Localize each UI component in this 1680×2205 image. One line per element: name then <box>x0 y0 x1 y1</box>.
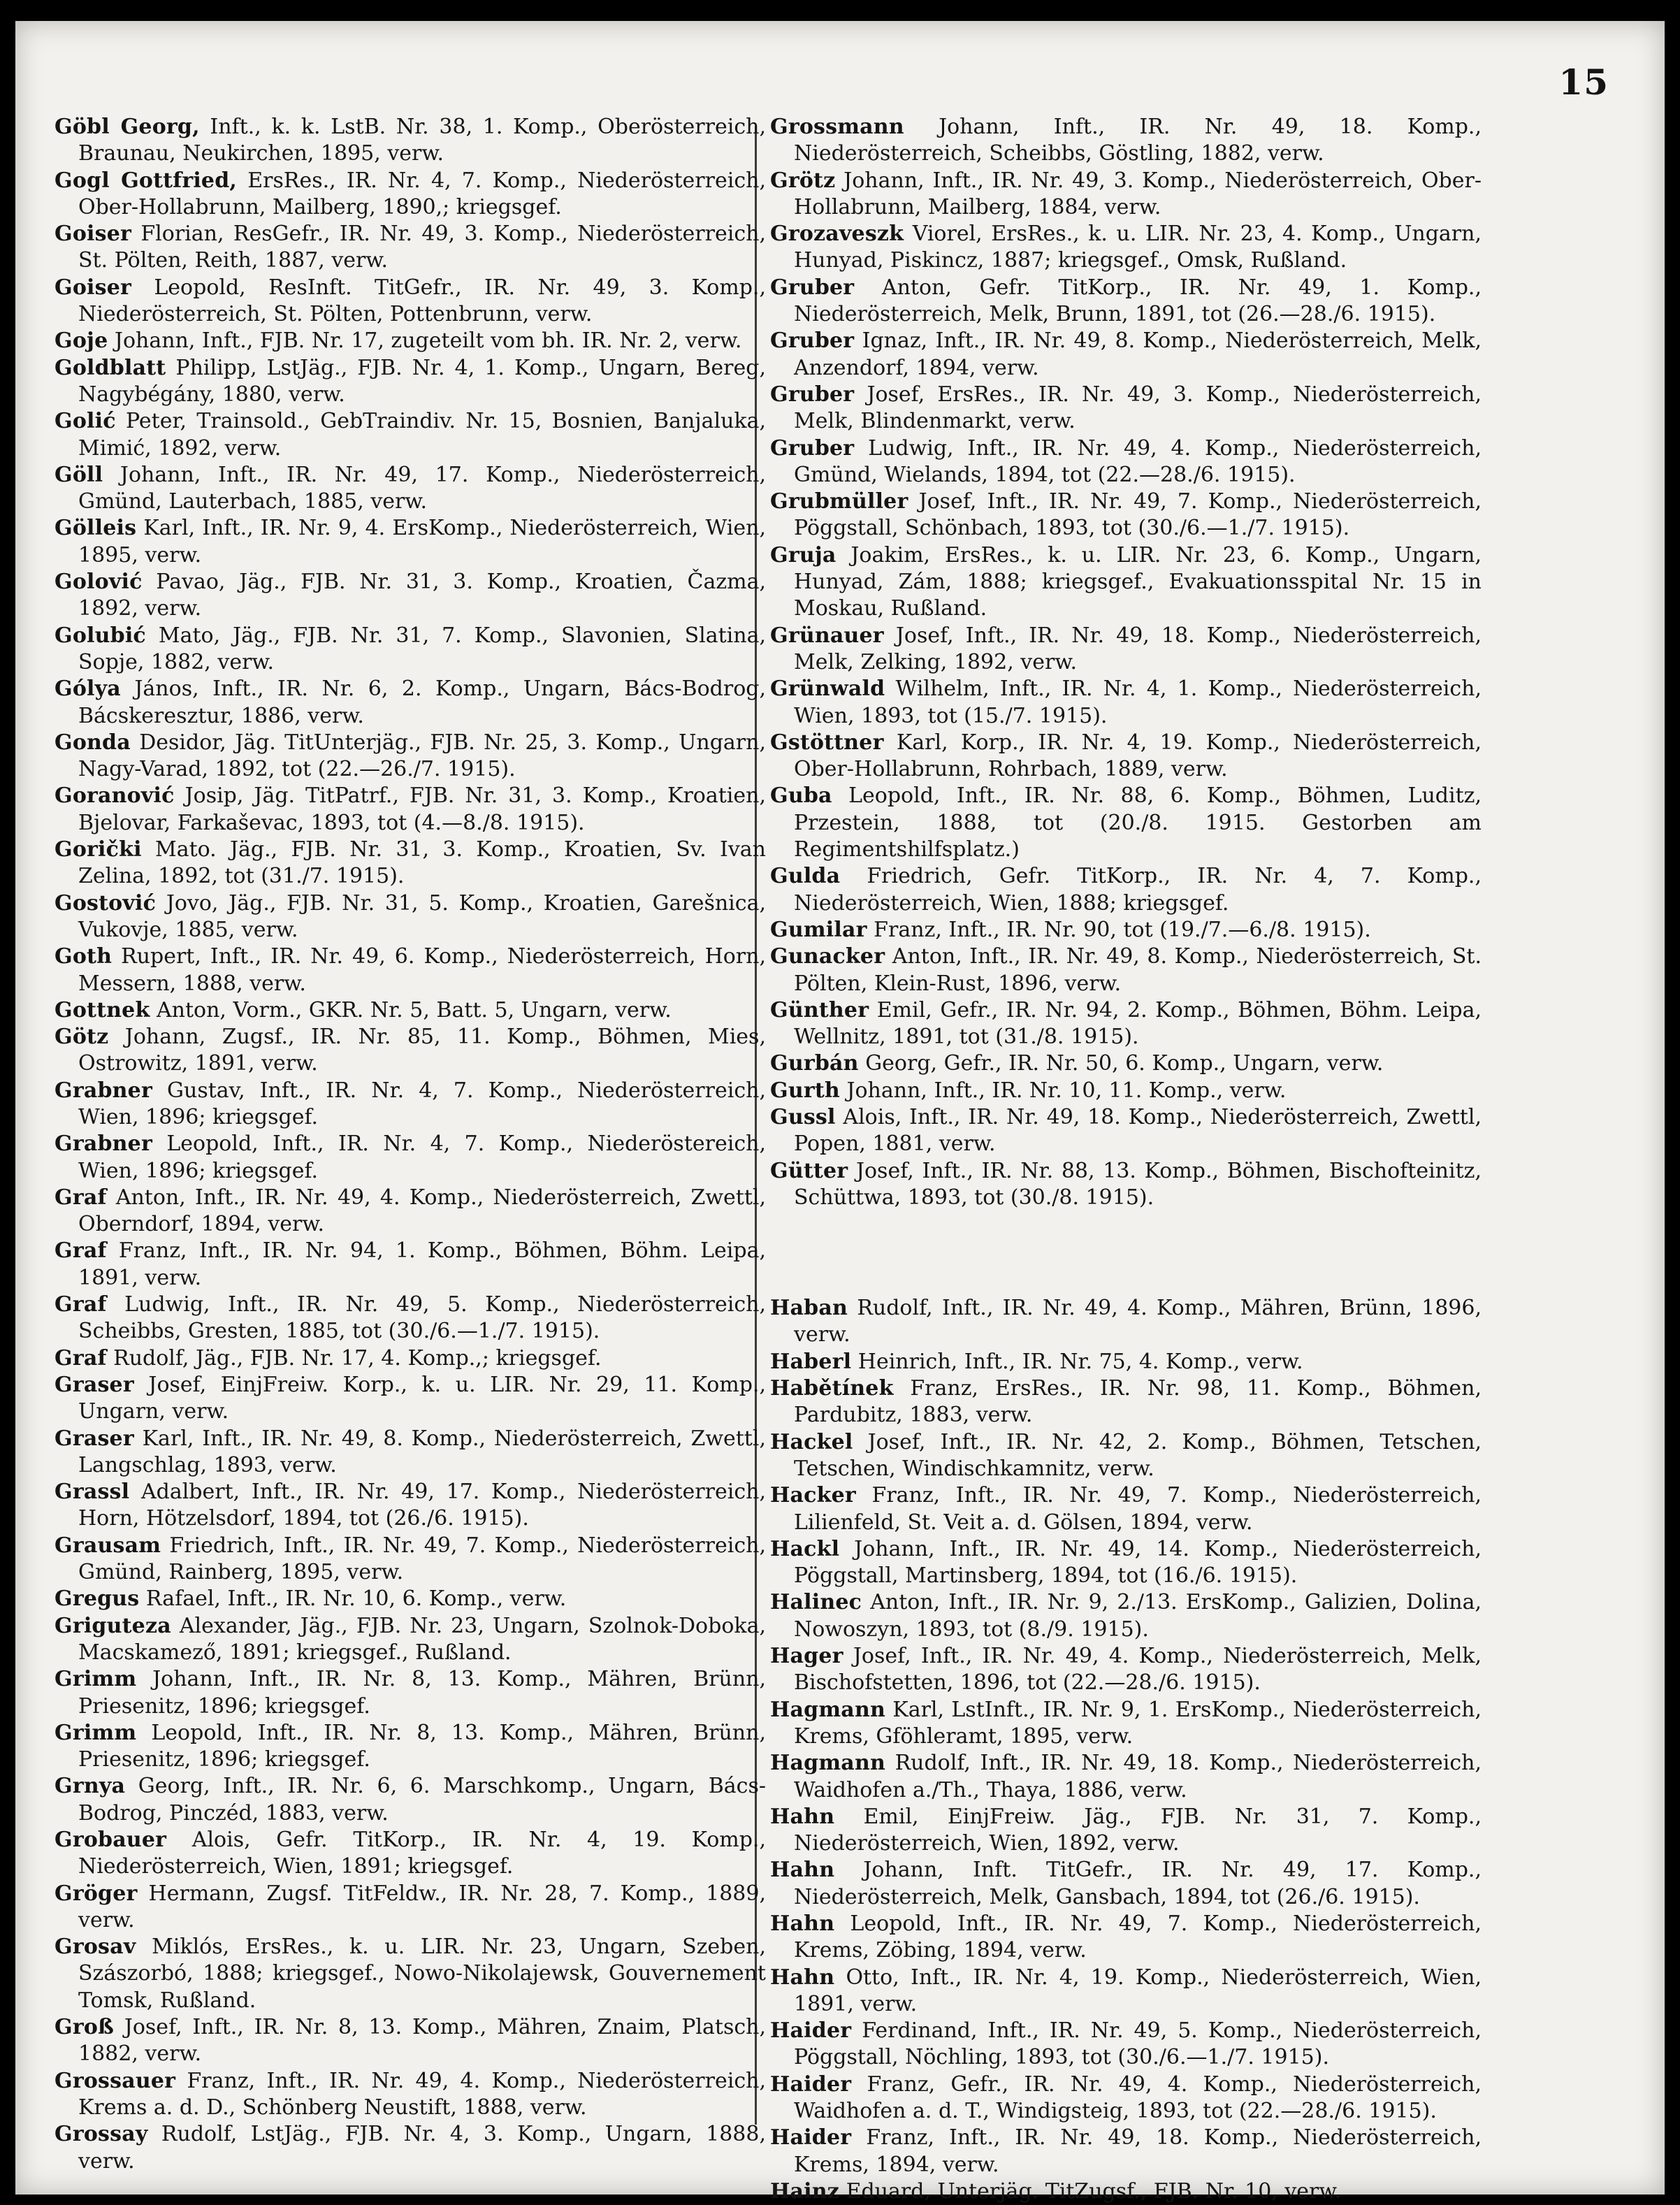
entry-surname: Gogl Gottfried, <box>55 168 238 193</box>
entry-surname: Hager <box>770 1644 843 1669</box>
entry-details: Josef, Inft., IR. Nr. 8, 13. Komp., Mähren, Znaim, Platsch, 1882, verw. <box>78 2015 766 2067</box>
entry-details: Josef, Inft., IR. Nr. 42, 2. Komp., Böhmen, Tetschen, Tetschen, Windischkamnitz, verw. <box>794 1429 1482 1481</box>
casualty-entry <box>770 1295 1482 1349</box>
entry-surname: Guba <box>770 783 832 809</box>
entry-details: Otto, Inft., IR. Nr. 4, 19. Komp., Niederösterreich, Wien, 1891, verw. <box>794 1965 1482 2016</box>
entry-details: Franz, Inft., IR. Nr. 90, tot (19./7.—6./8. 1915). <box>867 917 1371 942</box>
entry-surname: Gumilar <box>770 917 867 942</box>
entry-surname: Gostović <box>55 890 157 916</box>
entry-details: Joakim, ErsRes., k. u. LIR. Nr. 23, 6. Komp., Ungarn, Hunyad, Zám, 1888; kriegsgef., Evakuationsspital Nr. 15 in Moskau, Rußland. <box>794 542 1482 621</box>
entry-details: Josef, ErsRes., IR. Nr. 49, 3. Komp., Niederösterreich, Melk, Blindenmarkt, verw. <box>794 382 1482 434</box>
entry-surname: Haider <box>770 2125 852 2150</box>
entry-details: Rudolf, Inft., IR. Nr. 49, 18. Komp., Niederösterreich, Waidhofen a./Th., Thaya, 1886, verw. <box>794 1751 1482 1802</box>
entry-details: Anton, Gefr. TitKorp., IR. Nr. 49, 1. Komp., Niederösterreich, Melk, Brunn, 1891, tot (26.—28./6. 1915). <box>794 275 1482 327</box>
entry-details: Johann, Inft., IR. Nr. 49, 18. Komp., Niederösterreich, Scheibbs, Göstling, 1882, verw. <box>794 115 1482 166</box>
page-number: 15 <box>1558 62 1609 103</box>
entry-details: Karl, LstInft., IR. Nr. 9, 1. ErsKomp., Niederösterreich, Krems, Gföhleramt, 1895, verw. <box>794 1697 1482 1749</box>
entry-surname: Golović <box>55 570 143 595</box>
entry-surname: Hahn <box>770 1911 835 1936</box>
entry-surname: Graf <box>55 1292 107 1317</box>
entry-surname: Goiser <box>55 275 132 300</box>
casualty-entry <box>55 408 766 462</box>
entry-details: Johann, Inft., IR. Nr. 10, 11. Komp., verw. <box>839 1078 1287 1103</box>
casualty-entry <box>770 730 1482 783</box>
casualty-entry <box>55 1345 766 1372</box>
entry-details: Leopold, Inft., IR. Nr. 88, 6. Komp., Böhmen, Luditz, Przestein, 1888, tot (20./8. 1915. Gestorben am Regimentshilfsplatz.) <box>794 783 1482 862</box>
entry-details: Alois, Gefr. TitKorp., IR. Nr. 4, 19. Komp., Niederösterreich, Wien, 1891; kriegsgef. <box>78 1828 766 1879</box>
entry-surname: Grünauer <box>770 623 884 648</box>
casualty-entry <box>770 863 1482 917</box>
entry-surname: Graser <box>55 1372 134 1397</box>
entry-details: Leopold, ResInft. TitGefr., IR. Nr. 49, 3. Komp., Niederösterreich, St. Pölten, Pottenbrunn, verw. <box>78 275 766 327</box>
casualty-entry <box>55 1666 766 1720</box>
entry-surname: Grassl <box>55 1480 130 1505</box>
entry-surname: Hagmann <box>770 1751 885 1776</box>
entry-details: Friedrich, Gefr. TitKorp., IR. Nr. 4, 7. Komp., Niederösterreich, Wien, 1888; kriegsgef. <box>794 864 1482 916</box>
entry-surname: Grubmüller <box>770 489 908 514</box>
casualty-entry <box>770 1429 1482 1483</box>
casualty-entry <box>770 623 1482 677</box>
entry-surname: Grimm <box>55 1667 137 1692</box>
entry-details: Ludwig, Inft., IR. Nr. 49, 4. Komp., Niederösterreich, Gmünd, Wielands, 1894, tot (22.—28./6. 1915). <box>794 435 1482 487</box>
entry-details: Anton, Inft., IR. Nr. 49, 8. Komp., Niederösterreich, St. Pölten, Klein-Rust, 1896, verw. <box>794 944 1482 996</box>
entry-surname: Grausam <box>55 1533 161 1558</box>
casualty-entry <box>770 1050 1482 1077</box>
casualty-entry <box>55 1586 766 1612</box>
entry-surname: Gorički <box>55 837 142 862</box>
casualty-entry <box>770 1965 1482 2018</box>
casualty-entry <box>770 1643 1482 1697</box>
entry-surname: Gólya <box>55 677 121 702</box>
casualty-entry <box>770 997 1482 1051</box>
letter-section-gap <box>770 1211 1482 1295</box>
entry-details: Franz, ErsRes., IR. Nr. 98, 11. Komp., Böhmen, Pardubitz, 1883, verw. <box>794 1376 1482 1428</box>
casualty-entry <box>55 355 766 409</box>
casualty-entry <box>770 783 1482 863</box>
entry-details: Georg, Inft., IR. Nr. 6, 6. Marschkomp., Ungarn, Bács-Bodrog, Pinczéd, 1883, verw. <box>78 1774 766 1826</box>
entry-surname: Gruber <box>770 382 855 407</box>
entry-details: Hermann, Zugsf. TitFeldw., IR. Nr. 28, 7. Komp., 1889, verw. <box>78 1881 766 1932</box>
entry-details: Josef, Inft., IR. Nr. 88, 13. Komp., Böhmen, Bischofteinitz, Schüttwa, 1893, tot (30./8. 1915). <box>794 1158 1482 1210</box>
casualty-entry <box>55 676 766 730</box>
entry-details: Rafael, Inft., IR. Nr. 10, 6. Komp., verw. <box>139 1586 567 1612</box>
entry-surname: Grnya <box>55 1774 126 1799</box>
entry-details: Emil, Gefr., IR. Nr. 94, 2. Komp., Böhmen, Böhm. Leipa, Wellnitz, 1891, tot (31./8. 1915). <box>794 997 1482 1050</box>
casualty-entry <box>55 783 766 837</box>
entry-surname: Grossmann <box>770 115 904 139</box>
entry-details: Ludwig, Inft., IR. Nr. 49, 5. Komp., Niederösterreich, Scheibbs, Gresten, 1885, tot (30./6.—1./7. 1915). <box>78 1292 766 1344</box>
entry-surname: Hahn <box>770 1804 835 1829</box>
casualty-entry <box>770 2072 1482 2125</box>
entry-details: Karl, Inft., IR. Nr. 49, 8. Komp., Niederösterreich, Zwettl, Langschlag, 1893, verw. <box>78 1426 766 1477</box>
entry-details: Florian, ResGefr., IR. Nr. 49, 3. Komp., Niederösterreich, St. Pölten, Reith, 1887, verw. <box>78 222 766 273</box>
entry-details: Franz, Inft., IR. Nr. 49, 4. Komp., Niederösterreich, Krems a. d. D., Schönberg Neustift, 1888, verw. <box>78 2068 766 2120</box>
casualty-entry <box>55 569 766 623</box>
entry-details: Rudolf, LstJäg., FJB. Nr. 4, 3. Komp., Ungarn, 1888, verw. <box>78 2122 766 2174</box>
left-column <box>55 114 766 2175</box>
casualty-entry <box>55 1078 766 1132</box>
entry-details: Karl, Inft., IR. Nr. 9, 4. ErsKomp., Niederösterreich, Wien, 1895, verw. <box>78 516 766 567</box>
casualty-entry <box>55 1238 766 1292</box>
casualty-entry <box>770 114 1482 168</box>
entry-details: Leopold, Inft., IR. Nr. 49, 7. Komp., Niederösterreich, Krems, Zöbing, 1894, verw. <box>794 1911 1482 1963</box>
casualty-entry <box>770 1804 1482 1858</box>
entry-surname: Gurbán <box>770 1051 859 1076</box>
entry-details: Rudolf, Inft., IR. Nr. 49, 4. Komp., Mähren, Brünn, 1896, verw. <box>794 1296 1482 1347</box>
casualty-entry <box>55 1881 766 1935</box>
entry-surname: Günther <box>770 997 869 1022</box>
entry-surname: Grosav <box>55 1935 136 1960</box>
entry-details: Philipp, LstJäg., FJB. Nr. 4, 1. Komp., Ungarn, Bereg, Nagybégány, 1880, verw. <box>78 355 766 407</box>
entry-surname: Gulda <box>770 864 841 889</box>
entry-surname: Gruber <box>770 275 855 300</box>
entry-details: Rudolf, Jäg., FJB. Nr. 17, 4. Komp.,; kriegsgef. <box>106 1345 602 1371</box>
casualty-entry <box>770 1536 1482 1590</box>
entry-surname: Gruber <box>770 328 855 354</box>
entry-surname: Hackl <box>770 1536 840 1561</box>
entry-surname: Gruja <box>770 542 837 567</box>
casualty-entry <box>770 2178 1482 2205</box>
entry-details: Johann, Inft. TitGefr., IR. Nr. 49, 17. Komp., Niederösterreich, Melk, Gansbach, 1894, tot (26./6. 1915). <box>794 1858 1482 1909</box>
casualty-entry <box>55 1720 766 1774</box>
entry-details: Desidor, Jäg. TitUnterjäg., FJB. Nr. 25, 3. Komp., Ungarn, Nagy-Varad, 1892, tot (22.—26./7. 1915). <box>78 730 766 782</box>
entry-surname: Goiser <box>55 222 132 247</box>
entry-surname: Haban <box>770 1296 848 1321</box>
entry-details: Alexander, Jäg., FJB. Nr. 23, Ungarn, Szolnok-Doboka, Macskamező, 1891; kriegsgef., Rußland. <box>78 1613 766 1665</box>
casualty-entry <box>770 1078 1482 1104</box>
entry-details: Franz, Inft., IR. Nr. 94, 1. Komp., Böhmen, Böhm. Leipa, 1891, verw. <box>78 1238 766 1290</box>
casualty-entry <box>770 944 1482 997</box>
casualty-entry <box>770 1482 1482 1536</box>
entry-details: Friedrich, Inft., IR. Nr. 49, 7. Komp., Niederösterreich, Gmünd, Rainberg, 1895, verw. <box>78 1533 766 1585</box>
casualty-entry <box>55 1613 766 1667</box>
entry-surname: Habětínek <box>770 1376 894 1401</box>
entry-surname: Göll <box>55 462 103 487</box>
entry-details: Georg, Gefr., IR. Nr. 50, 6. Komp., Ungarn, verw. <box>858 1051 1384 1076</box>
casualty-entry <box>55 1773 766 1827</box>
entry-details: Johann, Inft., IR. Nr. 49, 3. Komp., Niederösterreich, Ober-Hollabrunn, Mailberg, 1884, verw. <box>794 168 1482 219</box>
register-page <box>15 21 1665 2204</box>
entry-surname: Gruber <box>770 435 855 461</box>
casualty-entry <box>55 328 766 354</box>
entry-details: Franz, Inft., IR. Nr. 49, 7. Komp., Niederösterreich, Lilienfeld, St. Veit a. d. Gölsen, 1894, verw. <box>794 1483 1482 1535</box>
entry-surname: Grobauer <box>55 1828 167 1852</box>
casualty-entry <box>55 1934 766 2014</box>
entry-surname: Goldblatt <box>55 355 166 380</box>
entry-surname: Gregus <box>55 1586 140 1612</box>
casualty-entry <box>55 2014 766 2068</box>
entry-surname: Goranović <box>55 783 175 809</box>
casualty-entry <box>55 1292 766 1345</box>
entry-details: Mato. Jäg., FJB. Nr. 31, 3. Komp., Kroatien, Sv. Ivan Zelina, 1892, tot (31./7. 1915). <box>78 837 766 889</box>
casualty-entry <box>770 1158 1482 1212</box>
entry-surname: Götz <box>55 1025 109 1050</box>
entry-surname: Gröger <box>55 1881 138 1906</box>
entry-details: Johann, Zugsf., IR. Nr. 85, 11. Komp., Böhmen, Mies, Ostrowitz, 1891, verw. <box>78 1025 766 1076</box>
entry-surname: Gunacker <box>770 944 885 969</box>
entry-details: Anton, Vorm., GKR. Nr. 5, Batt. 5, Ungarn, verw. <box>150 997 672 1022</box>
entry-details: Josef, EinjFreiw. Korp., k. u. LIR. Nr. 29, 11. Komp., Ungarn, verw. <box>78 1372 766 1424</box>
entry-details: Ignaz, Inft., IR. Nr. 49, 8. Komp., Niederösterreich, Melk, Anzendorf, 1894, verw. <box>794 328 1482 380</box>
casualty-entry <box>770 328 1482 382</box>
entry-details: Josip, Jäg. TitPatrf., FJB. Nr. 31, 3. Komp., Kroatien, Bjelovar, Farkaševac, 1893, tot (4.—8./8. 1915). <box>78 783 766 835</box>
entry-surname: Grimm <box>55 1720 137 1745</box>
casualty-entry <box>770 1104 1482 1158</box>
entry-surname: Golubić <box>55 623 146 648</box>
entry-details: Anton, Inft., IR. Nr. 9, 2./13. ErsKomp., Galizien, Dolina, Nowoszyn, 1893, tot (8./9. 1915). <box>794 1590 1482 1642</box>
entry-details: Franz, Inft., IR. Nr. 49, 18. Komp., Niederösterreich, Krems, 1894, verw. <box>794 2125 1482 2177</box>
entry-surname: Goje <box>55 328 108 354</box>
casualty-entry <box>770 489 1482 542</box>
entry-surname: Hahn <box>770 1965 835 1990</box>
entry-surname: Griguteza <box>55 1613 171 1638</box>
casualty-entry <box>55 623 766 677</box>
entry-surname: Graser <box>55 1426 134 1451</box>
casualty-entry <box>55 462 766 516</box>
casualty-entry <box>55 1533 766 1586</box>
entry-surname: Graf <box>55 1345 107 1371</box>
entry-details: Wilhelm, Inft., IR. Nr. 4, 1. Komp., Niederösterreich, Wien, 1893, tot (15./7. 1915). <box>794 677 1482 728</box>
casualty-entry <box>770 382 1482 435</box>
entry-surname: Gottnek <box>55 997 150 1022</box>
entry-surname: Haider <box>770 2072 852 2097</box>
casualty-entry <box>55 944 766 997</box>
entry-surname: Grötz <box>770 168 836 193</box>
casualty-entry <box>55 275 766 328</box>
entry-details: Leopold, Inft., IR. Nr. 8, 13. Komp., Mähren, Brünn, Priesenitz, 1896; kriegsgef. <box>78 1720 766 1772</box>
entry-surname: Grabner <box>55 1132 152 1157</box>
entry-details: Johann, Inft., FJB. Nr. 17, zugeteilt vom bh. IR. Nr. 2, verw. <box>108 328 742 354</box>
casualty-entry <box>55 1426 766 1480</box>
casualty-entry <box>55 1827 766 1881</box>
casualty-entry <box>55 221 766 275</box>
entry-surname: Göbl Georg, <box>55 115 200 139</box>
entry-details: Emil, EinjFreiw. Jäg., FJB. Nr. 31, 7. Komp., Niederösterreich, Wien, 1892, verw. <box>794 1804 1482 1856</box>
entry-surname: Gonda <box>55 730 131 755</box>
entry-details: Anton, Inft., IR. Nr. 49, 4. Komp., Niederösterreich, Zwettl, Oberndorf, 1894, verw. <box>78 1185 766 1237</box>
entry-details: Ferdinand, Inft., IR. Nr. 49, 5. Komp., Niederösterreich, Pöggstall, Nöchling, 1893, tot (30./6.—1./7. 1915). <box>794 2018 1482 2070</box>
casualty-entry <box>55 2121 766 2175</box>
casualty-entry <box>770 1349 1482 1375</box>
entry-surname: Goth <box>55 944 113 969</box>
casualty-entry <box>770 168 1482 222</box>
entry-details: Gustav, Inft., IR. Nr. 4, 7. Komp., Niederösterreich, Wien, 1896; kriegsgef. <box>78 1078 766 1129</box>
casualty-entry <box>770 917 1482 944</box>
entry-surname: Golić <box>55 409 116 434</box>
casualty-entry <box>55 168 766 222</box>
entry-surname: Gstöttner <box>770 730 884 755</box>
entry-details: Josef, Inft., IR. Nr. 49, 7. Komp., Niederösterreich, Pöggstall, Schönbach, 1893, tot (30./6.—1./7. 1915). <box>794 489 1482 541</box>
entry-details: János, Inft., IR. Nr. 6, 2. Komp., Ungarn, Bács-Bodrog, Bácskeresztur, 1886, verw. <box>78 677 766 728</box>
casualty-entry <box>55 1372 766 1426</box>
entry-details: Johann, Inft., IR. Nr. 49, 17. Komp., Niederösterreich, Gmünd, Lauterbach, 1885, verw. <box>78 462 766 514</box>
entry-details: Leopold, Inft., IR. Nr. 4, 7. Komp., Niederöstereich, Wien, 1896; kriegsgef. <box>78 1132 766 1183</box>
casualty-entry <box>55 890 766 944</box>
entry-details: Josef, Inft., IR. Nr. 49, 4. Komp., Niederösterreich, Melk, Bischofstetten, 1896, tot (22.—28./6. 1915). <box>794 1644 1482 1696</box>
casualty-entry <box>770 1375 1482 1429</box>
entry-details: Franz, Gefr., IR. Nr. 49, 4. Komp., Niederösterreich, Waidhofen a. d. T., Windigsteig, 1893, tot (22.—28./6. 1915). <box>794 2072 1482 2124</box>
casualty-entry <box>55 114 766 168</box>
entry-details: Viorel, ErsRes., k. u. LIR. Nr. 23, 4. Komp., Ungarn, Hunyad, Piskincz, 1887; kriegsgef., Omsk, Rußland. <box>794 222 1482 273</box>
entry-details: Johann, Inft., IR. Nr. 8, 13. Komp., Mähren, Brünn, Priesenitz, 1896; kriegsgef. <box>78 1667 766 1719</box>
entry-details: Miklós, ErsRes., k. u. LIR. Nr. 23, Ungarn, Szeben, Szászorbó, 1888; kriegsgef., Nowo-Nikolajewsk, Gouvernement Tomsk, Rußland. <box>78 1935 766 2013</box>
casualty-entry <box>55 515 766 569</box>
entry-surname: Graf <box>55 1238 107 1264</box>
casualty-entry <box>770 435 1482 489</box>
entry-details: Josef, Inft., IR. Nr. 49, 18. Komp., Niederösterreich, Melk, Zelking, 1892, verw. <box>794 623 1482 674</box>
casualty-entry <box>770 275 1482 328</box>
casualty-entry <box>770 221 1482 275</box>
casualty-entry <box>55 997 766 1024</box>
entry-details: Heinrich, Inft., IR. Nr. 75, 4. Komp., verw. <box>851 1349 1303 1374</box>
entry-surname: Groß <box>55 2015 115 2040</box>
entry-surname: Hagmann <box>770 1697 885 1722</box>
casualty-entry <box>770 2125 1482 2178</box>
casualty-entry <box>770 1857 1482 1911</box>
entry-surname: Grossay <box>55 2122 148 2147</box>
entry-details: ErsRes., IR. Nr. 4, 7. Komp., Niederösterreich, Ober-Hollabrunn, Mailberg, 1890,; kriegsgef. <box>78 168 766 219</box>
entry-details: Alois, Inft., IR. Nr. 49, 18. Komp., Niederösterreich, Zwettl, Popen, 1881, verw. <box>794 1104 1482 1157</box>
entry-details: Rupert, Inft., IR. Nr. 49, 6. Komp., Niederösterreich, Horn, Messern, 1888, verw. <box>78 944 766 996</box>
entry-surname: Grozaveszk <box>770 222 904 247</box>
entry-surname: Gussl <box>770 1104 836 1129</box>
casualty-entry <box>55 1131 766 1185</box>
entry-surname: Hahn <box>770 1858 835 1883</box>
casualty-entry <box>55 837 766 890</box>
entry-details: Karl, Korp., IR. Nr. 4, 19. Komp., Niederösterreich, Ober-Hollabrunn, Rohrbach, 1889, verw. <box>794 730 1482 782</box>
casualty-entry <box>55 1479 766 1533</box>
casualty-entry <box>55 2068 766 2122</box>
entry-details: Inft., k. k. LstB. Nr. 38, 1. Komp., Oberösterreich, Braunau, Neukirchen, 1895, verw. <box>78 115 766 166</box>
entry-surname: Haider <box>770 2018 852 2044</box>
right-column <box>770 114 1482 2205</box>
casualty-entry <box>770 2018 1482 2072</box>
entry-surname: Graf <box>55 1185 107 1210</box>
entry-details: Mato, Jäg., FJB. Nr. 31, 7. Komp., Slavonien, Slatina, Sopje, 1882, verw. <box>78 623 766 674</box>
casualty-entry <box>55 730 766 783</box>
entry-surname: Gurth <box>770 1078 840 1103</box>
entry-surname: Hainz <box>770 2178 840 2204</box>
entry-surname: Grünwald <box>770 677 885 702</box>
casualty-entry <box>55 1185 766 1238</box>
entry-details: Eduard, Unterjäg. TitZugsf., FJB. Nr. 10, verw. <box>839 2178 1342 2204</box>
entry-surname: Hacker <box>770 1483 856 1508</box>
entry-surname: Halinec <box>770 1590 862 1615</box>
casualty-entry <box>55 1024 766 1078</box>
casualty-entry <box>770 542 1482 623</box>
entry-details: Jovo, Jäg., FJB. Nr. 31, 5. Komp., Kroatien, Garešnica, Vukovje, 1885, verw. <box>78 890 766 942</box>
casualty-entry <box>770 676 1482 730</box>
entry-surname: Gütter <box>770 1158 848 1183</box>
entry-details: Johann, Inft., IR. Nr. 49, 14. Komp., Niederösterreich, Pöggstall, Martinsberg, 1894, tot (16./6. 1915). <box>794 1536 1482 1589</box>
casualty-entry <box>770 1750 1482 1804</box>
entry-surname: Grabner <box>55 1078 152 1103</box>
entry-surname: Gölleis <box>55 516 137 541</box>
casualty-entry <box>770 1589 1482 1643</box>
entry-details: Adalbert, Inft., IR. Nr. 49, 17. Komp., Niederösterreich, Horn, Hötzelsdorf, 1894, tot (26./6. 1915). <box>78 1480 766 1531</box>
entry-details: Pavao, Jäg., FJB. Nr. 31, 3. Komp., Kroatien, Čazma, 1892, verw. <box>78 570 766 621</box>
entry-surname: Grossauer <box>55 2068 176 2093</box>
entry-surname: Haberl <box>770 1349 852 1374</box>
entry-details: Peter, Trainsold., GebTraindiv. Nr. 15, Bosnien, Banjaluka, Mimić, 1892, verw. <box>78 409 766 461</box>
entry-surname: Hackel <box>770 1429 853 1454</box>
casualty-entry <box>770 1697 1482 1751</box>
casualty-entry <box>770 1911 1482 1965</box>
